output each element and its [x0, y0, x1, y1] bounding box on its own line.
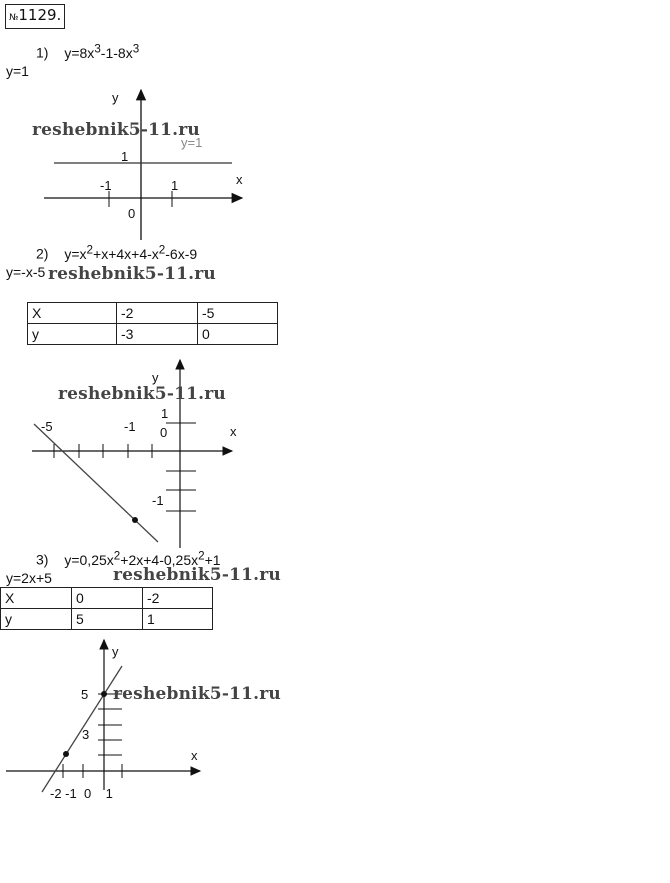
part3-tick-y3-label: 3 — [82, 727, 90, 742]
part1-tick-pos1-label: 1 — [171, 178, 179, 193]
part3-y-axis-label: y — [112, 644, 119, 659]
table-cell: 5 — [72, 609, 143, 630]
part1-origin-label: 0 — [128, 206, 136, 221]
part1-result: y=1 — [6, 63, 29, 79]
table-cell: 0 — [198, 324, 278, 345]
part1-tick-neg1-label: -1 — [100, 178, 112, 193]
watermark-3: reshebnik5-11.ru — [58, 384, 226, 404]
part2-tick-y1-label: 1 — [161, 406, 169, 421]
part2-origin-label: 0 — [160, 425, 168, 440]
number-sign: № — [9, 13, 19, 23]
part3-equation: $y=0,25x^2+2x+4-0,25x^2+1$ — [64, 549, 221, 568]
table-cell: -5 — [198, 303, 278, 324]
task-number: 1129. — [18, 6, 62, 24]
part2-equation: $y=x^2+x+4x+4-x^2-6x-9$ — [64, 243, 198, 262]
part3-point — [101, 691, 107, 697]
part2-tick-neg5-label: -5 — [41, 419, 53, 434]
part3-x-axis-label: x — [191, 748, 198, 763]
part2-x-axis-label: x — [230, 424, 237, 439]
part3-x-tick-labels: -2 -1 0 1 — [50, 786, 113, 801]
table-cell: 0 — [72, 588, 143, 609]
part1-label: 1) — [36, 44, 49, 61]
part3-tick-y5-label: 5 — [81, 687, 89, 702]
part1-equation: $y=8x^3-1-8x^3$ — [64, 42, 140, 61]
part2-label: 2) — [36, 245, 49, 262]
table-cell: -2 — [117, 303, 198, 324]
part3-label: 3) — [36, 551, 49, 568]
table-cell: 1 — [143, 609, 213, 630]
table-cell: -2 — [143, 588, 213, 609]
part2-tick-neg1-label: -1 — [124, 419, 136, 434]
part1-line-label: y=1 — [181, 135, 203, 150]
part3-result: y=2x+5 — [6, 570, 52, 586]
table-cell: X — [1, 588, 72, 609]
watermark-4: reshebnik5-11.ru — [113, 565, 281, 585]
part2-tick-yneg1-label: -1 — [152, 493, 164, 508]
watermark-1: reshebnik5-11.ru — [32, 120, 200, 140]
part1-tick-y1-label: 1 — [121, 149, 129, 164]
part1-y-axis-label: y — [112, 90, 119, 105]
part3-point — [63, 751, 69, 757]
part1-x-axis-label: x — [236, 172, 243, 187]
table-cell: -3 — [117, 324, 198, 345]
watermark-5: reshebnik5-11.ru — [113, 684, 281, 704]
table-cell: X — [28, 303, 117, 324]
part2-y-axis-label: y — [152, 370, 159, 385]
watermark-2: reshebnik5-11.ru — [48, 264, 216, 284]
table-cell: y — [28, 324, 117, 345]
table-cell: y — [1, 609, 72, 630]
part2-result: y=-x-5 — [6, 264, 46, 280]
